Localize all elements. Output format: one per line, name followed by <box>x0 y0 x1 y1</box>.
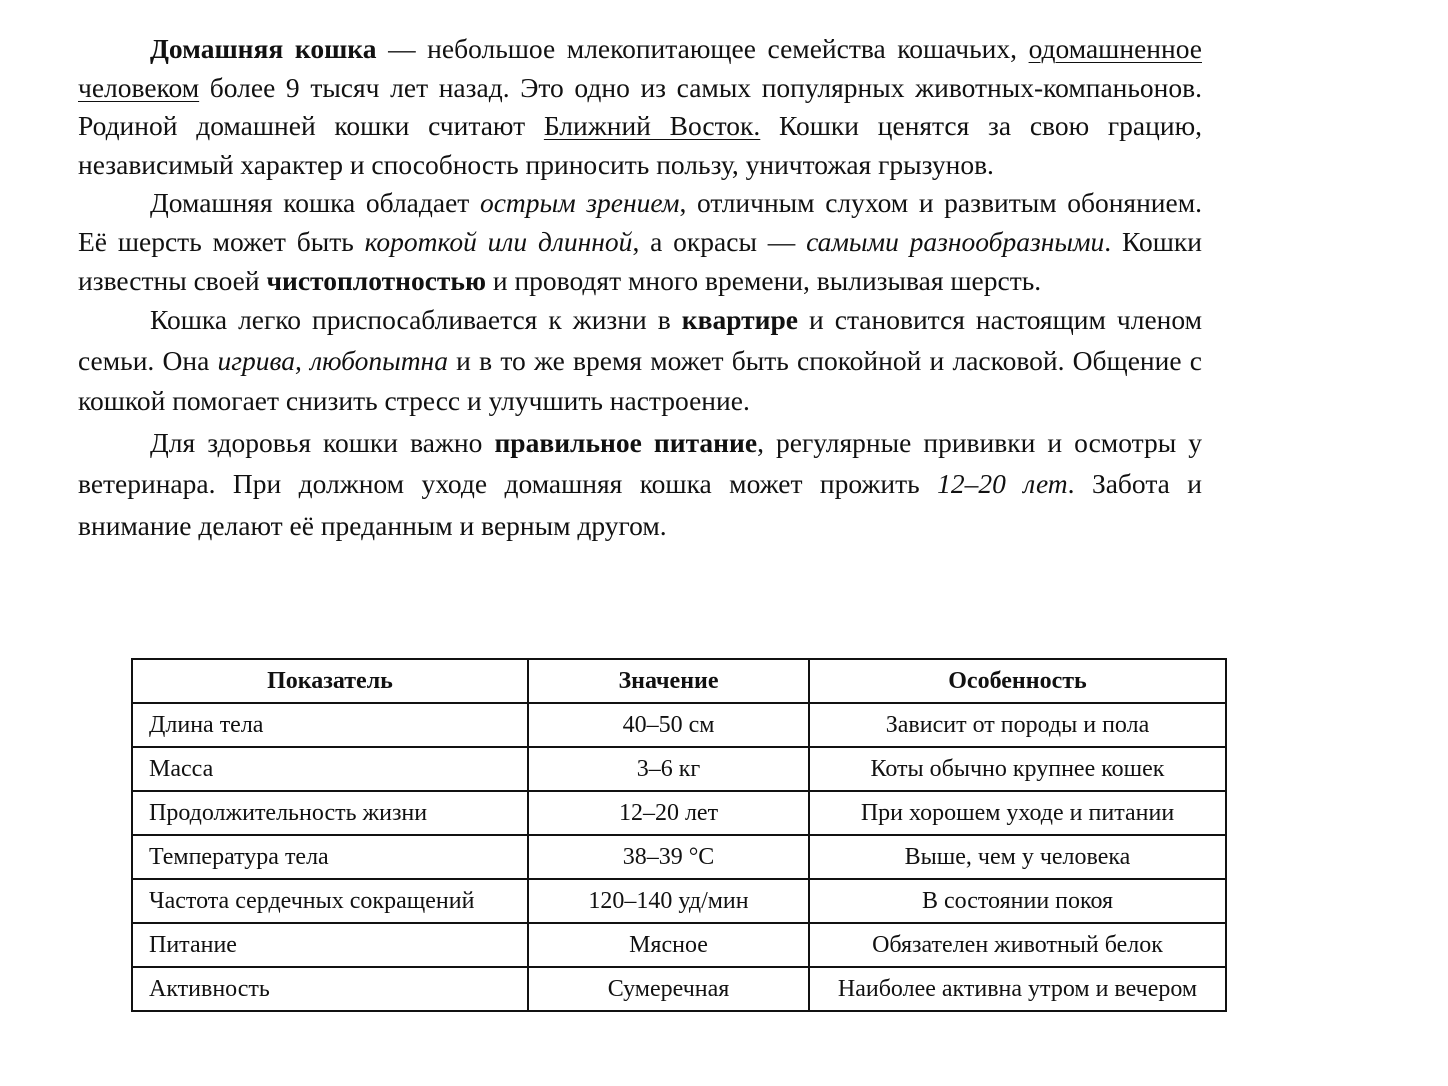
header-feature: Особенность <box>809 659 1226 703</box>
table-cell: 120–140 уд/мин <box>528 879 809 923</box>
table-cell: Питание <box>132 923 528 967</box>
table-row <box>132 791 1226 835</box>
table-cell: При хорошем уходе и питании <box>809 791 1226 835</box>
table-row <box>132 923 1226 967</box>
underlined-middle-east: Ближний Восток. <box>543 110 761 142</box>
paragraph-2: Домашняя кошка обладает острым зрением, отличным слухом и развитым обонянием. Её шерсть может быть короткой или длинной, а окрасы — самыми разнообразными. Кошки известны своей чистоплотностью и проводят много времени, вылизывая шерсть. <box>78 187 1202 296</box>
table-row <box>132 835 1226 879</box>
underlined-domesticated: одомашненное человеком <box>78 33 1202 103</box>
table-cell: Коты обычно крупнее кошек <box>809 747 1226 791</box>
table-header-row <box>132 659 1226 703</box>
table-row <box>132 879 1226 923</box>
article-text <box>78 30 1202 546</box>
table-cell: 40–50 см <box>528 703 809 747</box>
table-cell: Мясное <box>528 923 809 967</box>
table-cell: 12–20 лет <box>528 791 809 835</box>
term-domestic-cat: Домашняя кошка <box>150 33 377 64</box>
table-row <box>132 747 1226 791</box>
table-cell: Обязателен животный белок <box>809 923 1226 967</box>
table-row <box>132 703 1226 747</box>
table-cell: Продолжительность жизни <box>132 791 528 835</box>
table-cell: 3–6 кг <box>528 747 809 791</box>
table-cell: 38–39 °С <box>528 835 809 879</box>
table-row <box>132 967 1226 1011</box>
table-cell: Выше, чем у человека <box>809 835 1226 879</box>
table-cell: Масса <box>132 747 528 791</box>
header-indicator: Показатель <box>132 659 528 703</box>
table-cell: Длина тела <box>132 703 528 747</box>
paragraph-1: Домашняя кошка — небольшое млекопитающее семейства кошачьих, одомашненное человеком более 9 тысяч лет назад. Это одно из самых популярных животных-компаньонов. Родиной домашней кошки считают Ближний Восток. Кошки ценятся за свою грацию, независимый характер и способность приносить пользу, уничтожая грызунов. <box>78 33 1202 180</box>
cat-stats-table <box>131 658 1227 1012</box>
table-cell: В состоянии покоя <box>809 879 1226 923</box>
table-cell: Сумеречная <box>528 967 809 1011</box>
table-cell: Наиболее активна утром и вечером <box>809 967 1226 1011</box>
table-cell: Зависит от породы и пола <box>809 703 1226 747</box>
paragraph-3: Кошка легко приспосабливается к жизни в квартире и становится настоящим членом семьи. Она игрива, любопытна и в то же время может быть спокойной и ласковой. Общение с кошкой помогает снизить стресс и улучшить настроение. <box>78 304 1202 417</box>
table-cell: Активность <box>132 967 528 1011</box>
header-value: Значение <box>528 659 809 703</box>
table-cell: Частота сердечных сокращений <box>132 879 528 923</box>
paragraph-4: Для здоровья кошки важно правильное питание, регулярные прививки и осмотры у ветеринара. При должном уходе домашняя кошка может прожить 12–20 лет. Забота и внимание делают её преданным и верным другом. <box>78 426 1202 541</box>
table-cell: Температура тела <box>132 835 528 879</box>
